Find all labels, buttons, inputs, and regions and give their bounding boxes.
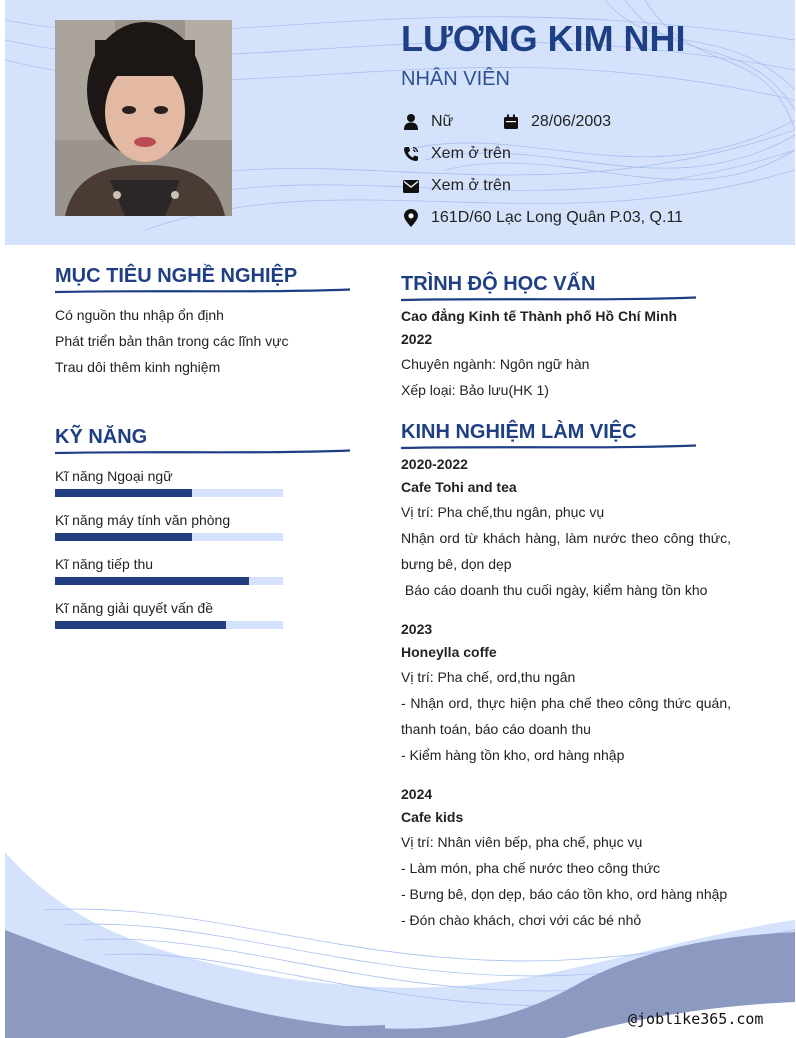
skills-title: KỸ NĂNG: [55, 426, 148, 448]
skill-bar: [55, 533, 283, 541]
skill-label: Kĩ năng giải quyết vấn đề: [55, 600, 214, 616]
calendar-icon: [501, 112, 521, 132]
watermark: @joblike365.com: [628, 1010, 764, 1028]
objective-underline: [55, 288, 350, 294]
user-icon: [401, 112, 421, 132]
education-underline: [401, 296, 696, 302]
objective-line: Phát triển bản thân trong các lĩnh vực: [55, 333, 289, 349]
skill-bar: [55, 489, 283, 497]
job-period: 2023: [401, 621, 433, 637]
skills-underline: [55, 449, 350, 455]
job-line: - Nhận ord, thực hiện pha chế theo công thức quán, thanh toán, báo cáo doanh thu: [401, 695, 731, 737]
gender-value: Nữ: [431, 113, 454, 130]
objective-line: Trau dôi thêm kinh nghiệm: [55, 359, 221, 375]
job-period: 2020-2022: [401, 456, 468, 472]
gender-row: [401, 112, 453, 132]
experience-underline: [401, 444, 696, 450]
job-line: Vị trí: Pha chế, ord,thu ngân: [401, 669, 576, 685]
candidate-position: NHÂN VIÊN: [401, 68, 510, 90]
skill-bar-fill: [55, 533, 192, 541]
email-value: Xem ở trên: [431, 177, 511, 194]
resume-page: [5, 0, 795, 1038]
education-rank: Xếp loại: Bảo lưu(HK 1): [401, 382, 549, 398]
education-year: 2022: [401, 331, 433, 347]
job-line: - Bưng bê, dọn dẹp, báo cáo tồn kho, ord hàng nhập: [401, 886, 728, 902]
objective-line: Có nguồn thu nhập ổn định: [55, 307, 224, 323]
education-school: Cao đẳng Kinh tế Thành phố Hồ Chí Minh: [401, 308, 678, 324]
candidate-name: LƯƠNG KIM NHI: [401, 18, 686, 59]
location-pin-icon: [401, 208, 421, 228]
birthdate-row: [501, 112, 611, 132]
skill-label: Kĩ năng máy tính văn phòng: [55, 512, 231, 528]
job-line: Báo cáo doanh thu cuối ngày, kiểm hàng tồn kho: [401, 582, 708, 598]
job-line: - Kiểm hàng tồn kho, ord hàng nhập: [401, 747, 625, 763]
address-row: [401, 208, 683, 228]
profile-photo: [55, 20, 232, 216]
job-company: Cafe Tohi and tea: [401, 479, 517, 495]
email-row: [401, 176, 511, 196]
job-line: Vị trí: Pha chế,thu ngân, phục vụ: [401, 504, 605, 520]
job-line: Nhận ord từ khách hàng, làm nước theo công thức, bưng bê, dọn dẹp: [401, 530, 731, 572]
birthdate-value: 28/06/2003: [531, 113, 612, 130]
skill-bar: [55, 577, 283, 585]
skill-label: Kĩ năng Ngoại ngữ: [55, 468, 173, 484]
job-line: - Làm món, pha chế nước theo công thức: [401, 860, 661, 876]
envelope-icon: [401, 176, 421, 196]
job-company: Honeylla coffe: [401, 644, 497, 660]
education-title: TRÌNH ĐỘ HỌC VẤN: [401, 273, 596, 295]
address-value: 161D/60 Lạc Long Quân P.03, Q.11: [431, 209, 684, 226]
skill-label: Kĩ năng tiếp thu: [55, 556, 154, 572]
phone-value: Xem ở trên: [431, 145, 511, 162]
experience-title: KINH NGHIỆM LÀM VIỆC: [401, 421, 637, 443]
footer-wave: [5, 840, 795, 1038]
job-line: - Đón chào khách, chơi với các bé nhỏ: [401, 912, 642, 928]
job-company: Cafe kids: [401, 809, 464, 825]
job-line: Vị trí: Nhân viên bếp, pha chế, phục vụ: [401, 834, 643, 850]
skill-bar-fill: [55, 621, 226, 629]
skill-bar: [55, 621, 283, 629]
phone-row: [401, 144, 511, 164]
education-major: Chuyên ngành: Ngôn ngữ hàn: [401, 356, 590, 372]
objective-title: MỤC TIÊU NGHỀ NGHIỆP: [55, 265, 298, 287]
skill-bar-fill: [55, 489, 192, 497]
job-period: 2024: [401, 786, 433, 802]
phone-icon: [401, 144, 421, 164]
skill-bar-fill: [55, 577, 249, 585]
